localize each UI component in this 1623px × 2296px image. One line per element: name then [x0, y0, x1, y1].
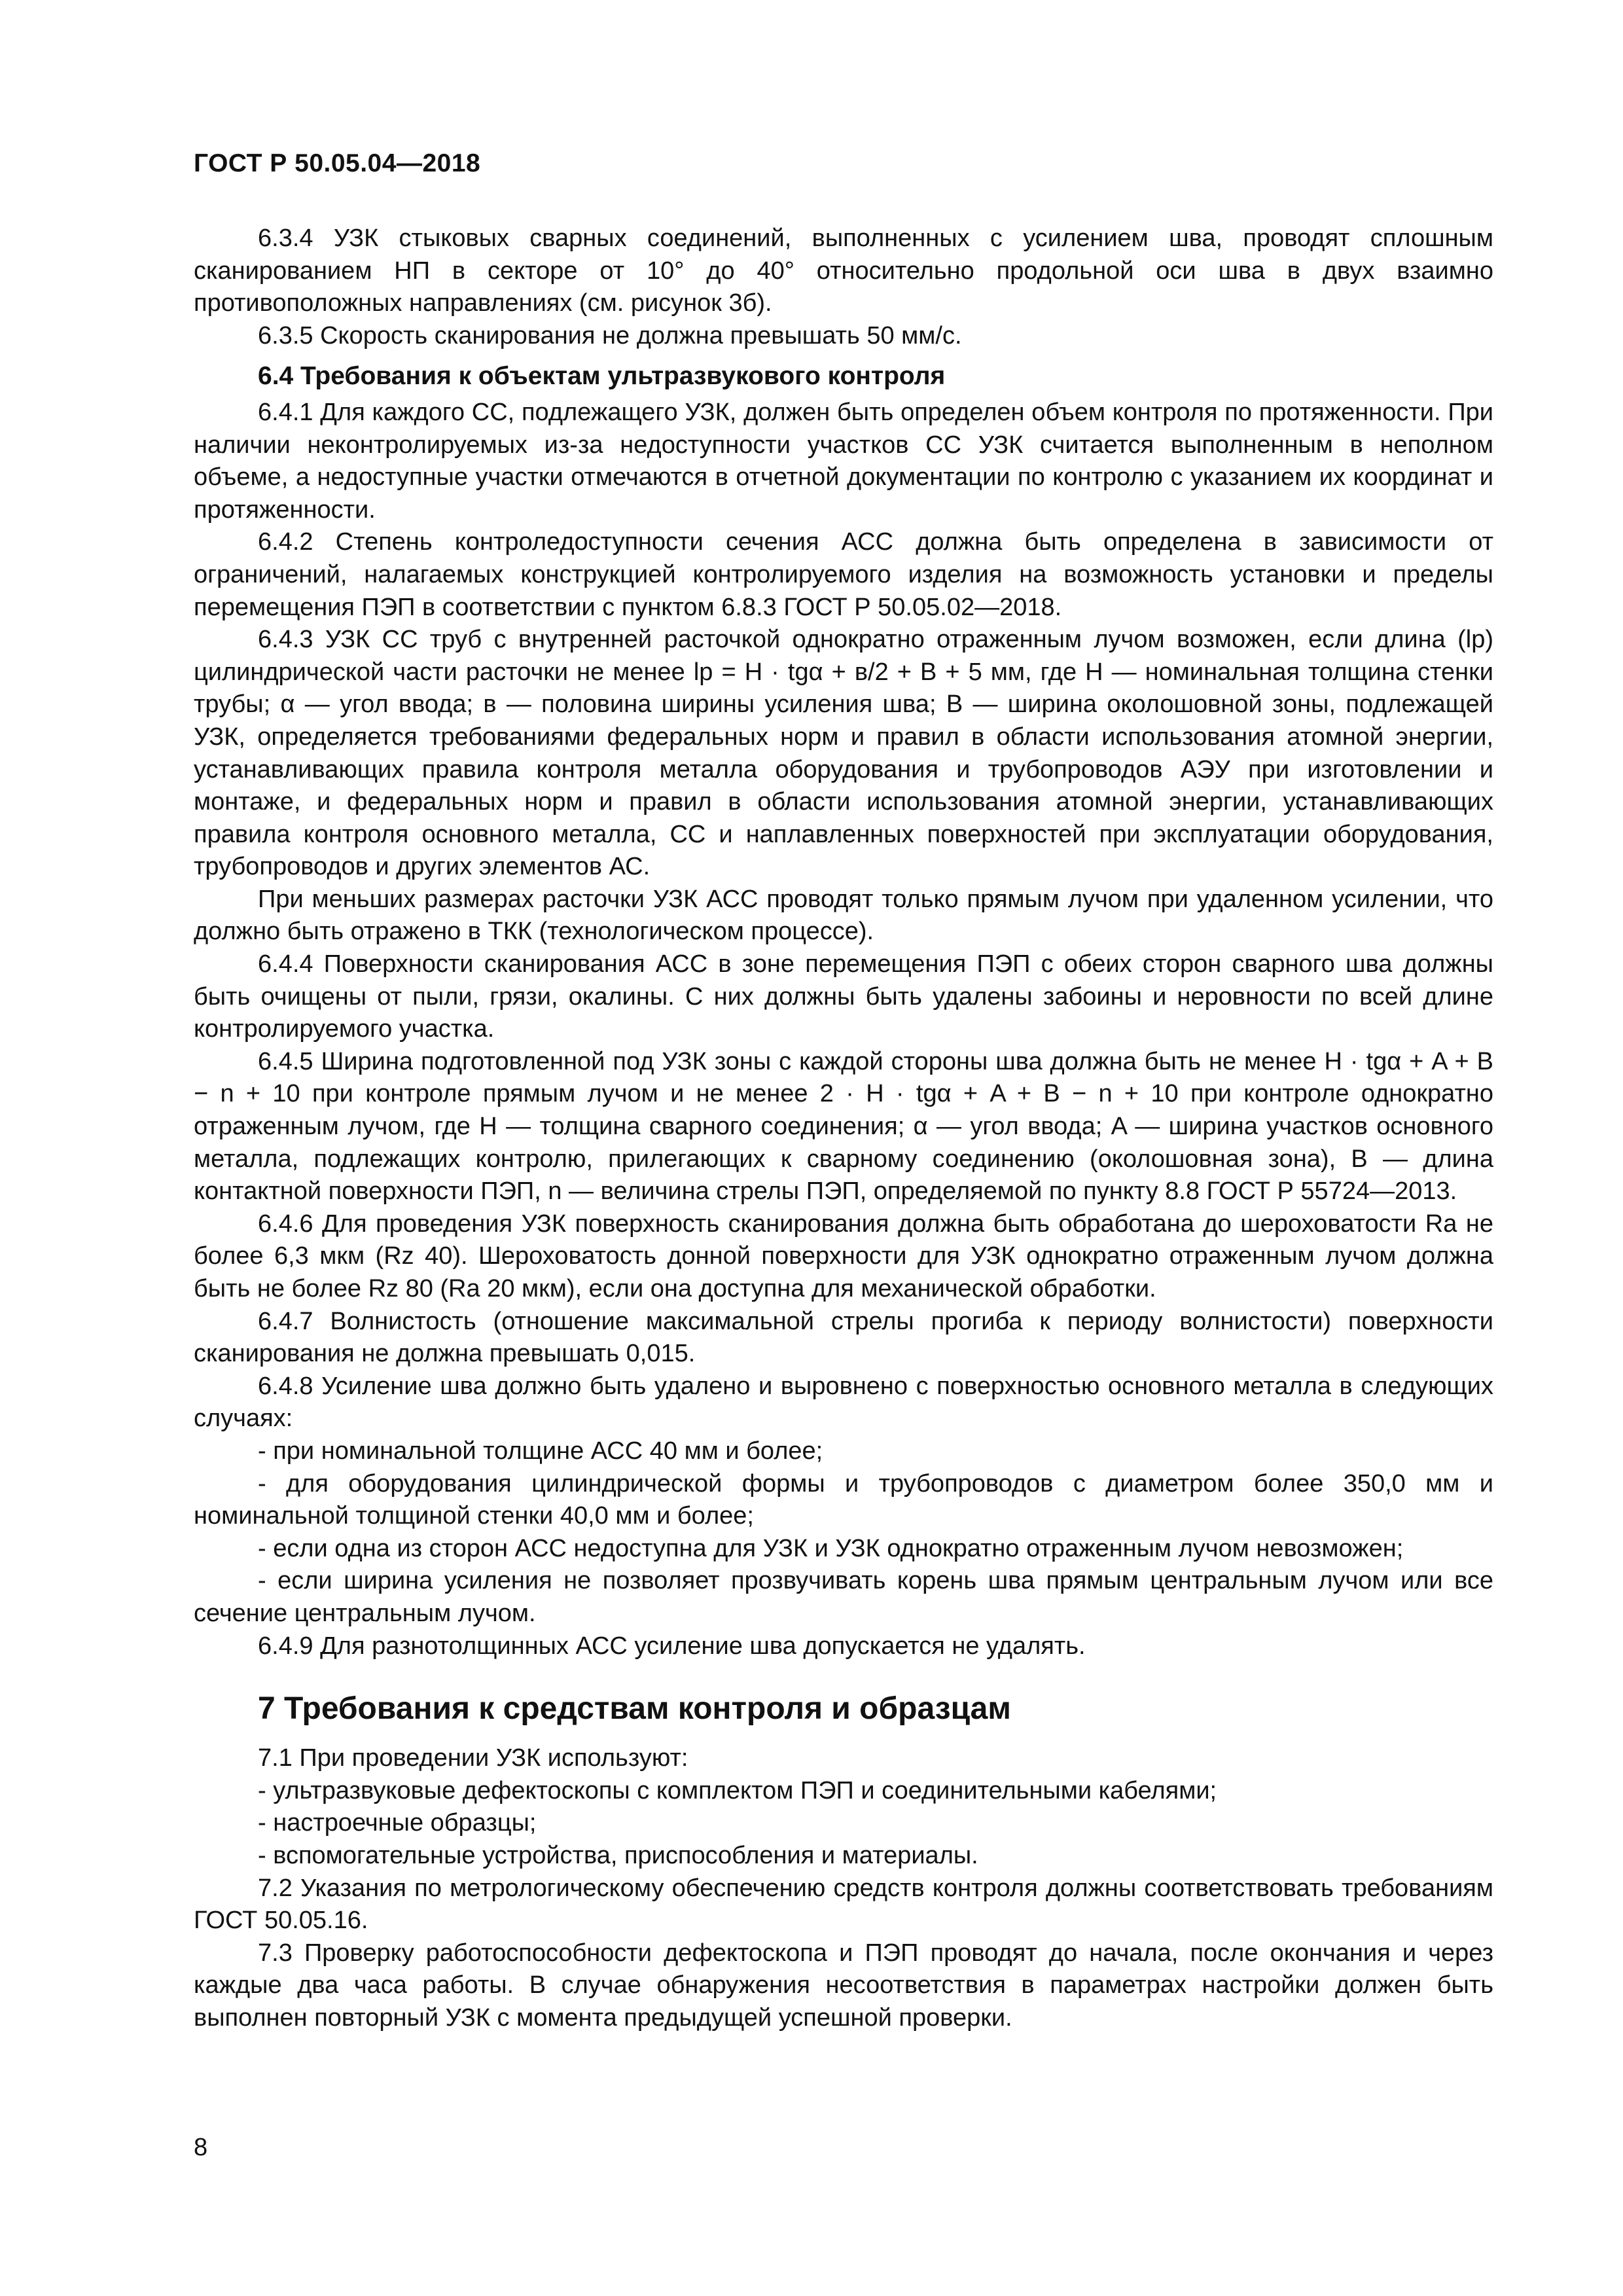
document-code-header: ГОСТ Р 50.05.04—2018 [194, 149, 481, 177]
paragraph-6-4-9: 6.4.9 Для разнотолщинных АСС усиление шва допускается не удалять. [258, 1632, 1086, 1660]
paragraph-6-4-8: 6.4.8 Усиление шва должно быть удалено и выровнено с поверхностью основного металла в следующих случаях: [194, 1372, 1493, 1433]
list-item: - при номинальной толщине АСС 40 мм и более; [258, 1437, 823, 1465]
paragraph-6-4-1: 6.4.1 Для каждого СС, подлежащего УЗК, должен быть определен объем контроля по протяженности. При наличии неконтролируемых из-за недоступности участков СС УЗК считается выполненным в неполном объеме, а недоступные участки отмечаются в отчетной документации по контролю с указанием их координат и протяженности. [194, 398, 1493, 524]
paragraph-7-3: 7.3 Проверку работоспособности дефектоскопа и ПЭП проводят до начала, после окончания и через каждые два часа работы. В случае обнаружения несоответствия в параметрах настройки должен быть выполнен повторный УЗК с момента предыдущей успешной проверки. [194, 1939, 1493, 2032]
heading-6-4: 6.4 Требования к объектам ультразвукового контроля [258, 362, 946, 391]
list-item: - ультразвуковые дефектоскопы с комплектом ПЭП и соединительными кабелями; [258, 1776, 1217, 1804]
paragraph-6-4-6: 6.4.6 Для проведения УЗК поверхность сканирования должна быть обработана до шероховатости Ra не более 6,3 мкм (Rz 40). Шероховатость донной поверхности для УЗК однократно отраженным лучом должна быть не более Rz 80 (Ra 20 мкм), если она доступна для механической обработки. [194, 1210, 1493, 1302]
paragraph-6-4-4: 6.4.4 Поверхности сканирования АСС в зоне перемещения ПЭП с обеих сторон сварного шва должны быть очищены от пыли, грязи, окалины. С них должны быть удалены забоины и неровности по всей длине контролируемого участка. [194, 950, 1493, 1043]
page-number: 8 [194, 2134, 208, 2161]
list-item: - настроечные образцы; [258, 1809, 537, 1837]
paragraph-6-3-5: 6.3.5 Скорость сканирования не должна превышать 50 мм/с. [258, 321, 962, 350]
paragraph-7-2: 7.2 Указания по метрологическому обеспечению средств контроля должны соответствовать требованиям ГОСТ 50.05.16. [194, 1874, 1493, 1935]
heading-section-7: 7 Требования к средствам контроля и образцам [258, 1691, 1011, 1727]
paragraph-6-4-3-continued: При меньших размерах расточки УЗК АСС проводят только прямым лучом при удаленном усилении, что должно быть отражено в ТКК (технологическом процессе). [194, 885, 1493, 946]
paragraph-6-4-7: 6.4.7 Волнистость (отношение максимальной стрелы прогиба к периоду волнистости) поверхности сканирования не должна превышать 0,015. [194, 1307, 1493, 1368]
paragraph-6-4-3: 6.4.3 УЗК СС труб с внутренней расточкой однократно отраженным лучом возможен, если длина (lр) цилиндрической части расточки не менее lр = H · tgα + в/2 + B + 5 мм, где H — номинальная толщина стенки трубы; α — угол ввода; в — половина ширины усиления шва; B — ширина околошовной зоны, подлежащей УЗК, определяется требованиями федеральных норм и правил в области использования атомной энергии, устанавливающих правила контроля металла оборудования и трубопроводов АЭУ при изготовлении и монтаже, и федеральных норм и правил в области использования атомной энергии, устанавливающих правила контроля основного металла, СС и наплавленных поверхностей при эксплуатации оборудования, трубопроводов и других элементов АС. [194, 626, 1493, 881]
list-item: - если одна из сторон АСС недоступна для УЗК и УЗК однократно отраженным лучом невозможен; [258, 1534, 1404, 1562]
list-item: - вспомогательные устройства, приспособления и материалы. [258, 1841, 978, 1869]
paragraph-6-3-4: 6.3.4 УЗК стыковых сварных соединений, выполненных с усилением шва, проводят сплошным сканированием НП в секторе от 10° до 40° относительно продольной оси шва в двух взаимно противоположных направлениях (см. рисунок 3б). [194, 224, 1493, 317]
list-item: - для оборудования цилиндрической формы и трубопроводов с диаметром более 350,0 мм и номинальной толщиной стенки 40,0 мм и более; [194, 1469, 1493, 1530]
list-item: - если ширина усиления не позволяет прозвучивать корень шва прямым центральным лучом или все сечение центральным лучом. [194, 1567, 1493, 1627]
document-body [194, 223, 1493, 2034]
paragraph-6-4-5: 6.4.5 Ширина подготовленной под УЗК зоны с каждой стороны шва должна быть не менее H · tgα + A + B − n + 10 при контроле прямым лучом и не менее 2 · H · tgα + A + B − n + 10 при контроле однократно отраженным лучом, где H — толщина сварного соединения; α — угол ввода; A — ширина участков основного металла, подлежащих контролю, прилегающих к сварному соединению (околошовная зона), B — длина контактной поверхности ПЭП, n — величина стрелы ПЭП, определяемой по пункту 8.8 ГОСТ Р 55724—2013. [194, 1047, 1493, 1206]
paragraph-6-4-2: 6.4.2 Степень контроледоступности сечения АСС должна быть определена в зависимости от ограничений, налагаемых конструкцией контролируемого изделия на возможность установки и пределы перемещения ПЭП в соответствии с пунктом 6.8.3 ГОСТ Р 50.05.02—2018. [194, 528, 1493, 621]
paragraph-7-1: 7.1 При проведении УЗК используют: [258, 1744, 688, 1772]
